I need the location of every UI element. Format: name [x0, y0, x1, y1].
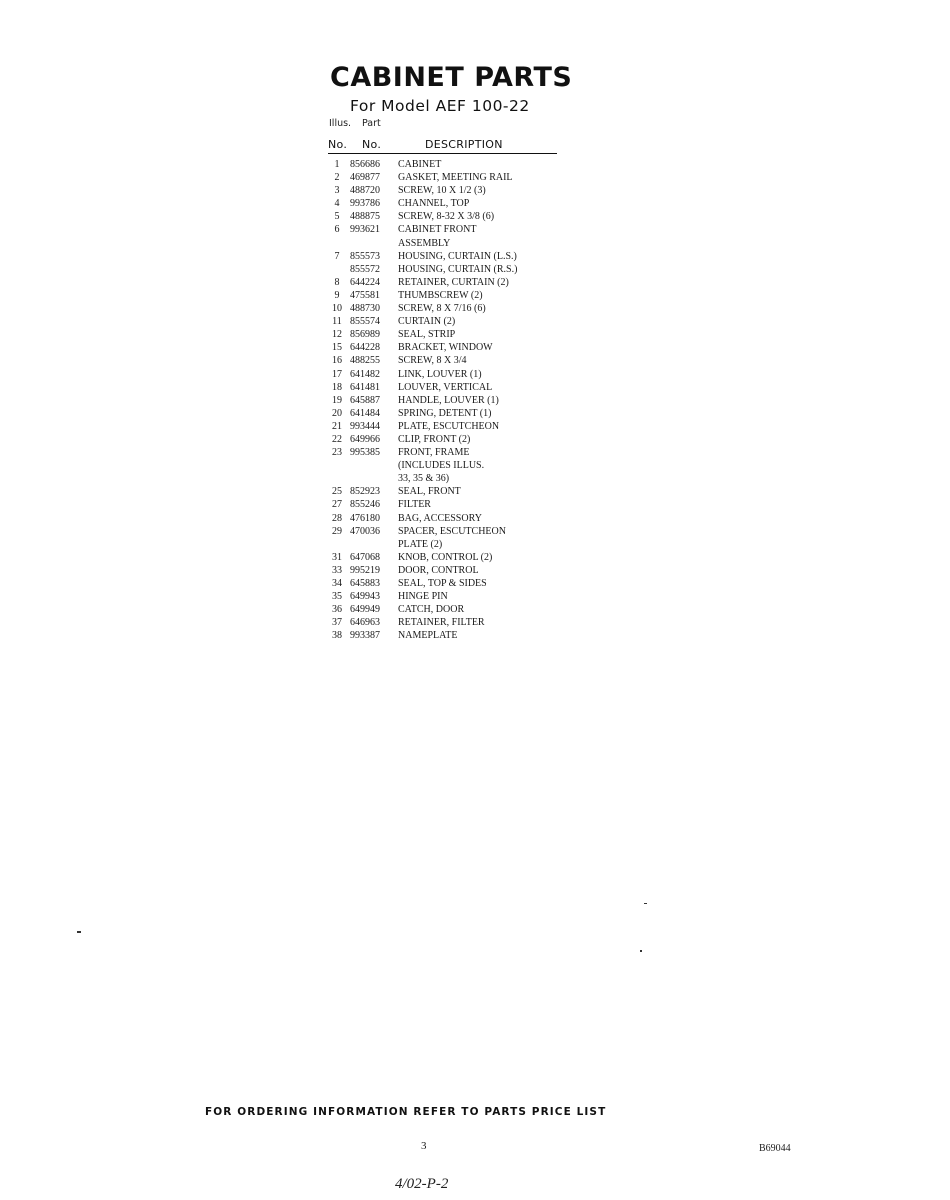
- parts-row: [326, 459, 586, 472]
- part-description: PLATE (2): [398, 538, 443, 550]
- parts-row: [326, 223, 586, 236]
- part-number: 488730: [350, 303, 380, 315]
- model-subtitle: For Model AEF 100-22: [350, 97, 530, 115]
- part-number: 476180: [350, 512, 380, 524]
- part-description: HANDLE, LOUVER (1): [398, 394, 499, 406]
- illus-number: 17: [332, 368, 342, 380]
- parts-row: [326, 472, 586, 485]
- illus-number: 34: [332, 578, 342, 589]
- parts-row: [326, 629, 586, 642]
- part-number: 993786: [350, 198, 380, 210]
- illus-number: 5: [334, 211, 340, 223]
- page-title: CABINET PARTS: [330, 62, 573, 93]
- illus-number: 20: [332, 407, 342, 419]
- illus-number: 15: [332, 342, 342, 354]
- parts-row: [326, 603, 586, 616]
- illus-number: 3: [334, 185, 340, 197]
- illus-number: 7: [334, 250, 340, 262]
- parts-row: [326, 590, 586, 603]
- illus-number: 28: [332, 512, 342, 524]
- illus-number: 18: [332, 381, 342, 393]
- part-number: 856686: [350, 159, 380, 170]
- parts-row: [326, 341, 586, 354]
- part-number: 488875: [350, 211, 380, 223]
- part-description: FILTER: [398, 499, 431, 511]
- illus-number: 38: [332, 630, 342, 642]
- illus-number: 2: [334, 172, 340, 184]
- illus-number: 1: [334, 159, 340, 170]
- parts-row: [326, 512, 586, 525]
- parts-row: [326, 538, 586, 551]
- part-number: 644228: [350, 342, 380, 354]
- parts-row: [326, 315, 586, 328]
- part-description: RETAINER, CURTAIN (2): [398, 276, 509, 288]
- parts-row: [326, 407, 586, 420]
- illus-number: 23: [332, 447, 342, 459]
- illus-number: [326, 472, 348, 485]
- part-number: 649949: [350, 604, 380, 616]
- parts-row: [326, 171, 586, 184]
- illus-number: [326, 459, 348, 472]
- illus-number: 10: [332, 303, 342, 315]
- illus-number: [326, 538, 348, 551]
- part-description: GASKET, MEETING RAIL: [398, 172, 513, 184]
- parts-row: [326, 302, 586, 315]
- document-number: B69044: [759, 1143, 791, 1154]
- part-description: RETAINER, FILTER: [398, 617, 485, 629]
- illus-number: 25: [332, 486, 342, 498]
- parts-list: [326, 158, 586, 642]
- illus-number: [326, 263, 348, 276]
- part-description: BRACKET, WINDOW: [398, 342, 493, 354]
- parts-row: [326, 250, 586, 263]
- part-description: CABINET: [398, 159, 442, 170]
- parts-row: [326, 197, 586, 210]
- part-description: DOOR, CONTROL: [398, 564, 479, 576]
- parts-row: [326, 551, 586, 564]
- illus-number: [326, 237, 348, 250]
- part-number: 644224: [350, 276, 380, 288]
- part-description: 33, 35 & 36): [398, 473, 450, 485]
- part-number: 856989: [350, 329, 380, 341]
- parts-row: [326, 328, 586, 341]
- parts-row: [326, 210, 586, 223]
- part-number: [348, 538, 398, 551]
- illus-number: 33: [332, 564, 342, 576]
- part-number: 645883: [350, 578, 380, 589]
- part-description: SCREW, 10 X 1/2 (3): [398, 185, 486, 197]
- part-number: 993621: [350, 224, 380, 236]
- part-number: 470036: [350, 525, 380, 537]
- part-number: 488255: [350, 355, 380, 367]
- parts-row: [326, 564, 586, 577]
- part-description: CABINET FRONT: [398, 224, 477, 236]
- part-number: 475581: [350, 289, 380, 301]
- parts-row: [326, 525, 586, 538]
- col-header-description: DESCRIPTION: [425, 138, 503, 151]
- illus-number: 16: [332, 355, 342, 367]
- illus-number: 29: [332, 525, 342, 537]
- part-description: FRONT, FRAME: [398, 447, 470, 459]
- part-number: 855573: [350, 250, 380, 262]
- part-number: 649966: [350, 433, 380, 445]
- part-description: KNOB, CONTROL (2): [398, 551, 493, 563]
- part-number: 488720: [350, 185, 380, 197]
- parts-row: [326, 485, 586, 498]
- illus-number: 35: [332, 591, 342, 603]
- illus-number: 31: [332, 551, 342, 563]
- illus-number: 19: [332, 394, 342, 406]
- part-number: 855246: [350, 499, 380, 511]
- part-description: SCREW, 8 X 7/16 (6): [398, 303, 486, 315]
- parts-row: [326, 394, 586, 407]
- part-description: SPACER, ESCUTCHEON: [398, 525, 506, 537]
- illus-number: 9: [334, 289, 340, 301]
- illus-number: 8: [334, 276, 340, 288]
- part-number: 993387: [350, 630, 380, 642]
- part-number: 993444: [350, 420, 380, 432]
- illus-number: 37: [332, 617, 342, 629]
- parts-row: [326, 158, 586, 171]
- part-number: 855574: [350, 316, 380, 328]
- part-description: CHANNEL, TOP: [398, 198, 470, 210]
- part-number: [348, 459, 398, 472]
- illus-label: Illus.: [329, 118, 352, 129]
- parts-row: [326, 498, 586, 511]
- part-description: SEAL, TOP & SIDES: [398, 578, 487, 589]
- parts-row: [326, 237, 586, 250]
- parts-row: [326, 381, 586, 394]
- scan-speck: [640, 950, 642, 952]
- part-description: HINGE PIN: [398, 591, 448, 603]
- part-number: 855572: [350, 263, 380, 275]
- parts-row: [326, 184, 586, 197]
- part-number: 645887: [350, 394, 380, 406]
- part-label: Part: [362, 118, 381, 129]
- part-description: THUMBSCREW (2): [398, 289, 483, 301]
- handwritten-note: 4/02-P-2: [395, 1176, 449, 1192]
- part-number: 469877: [350, 172, 380, 184]
- part-number: 641481: [350, 381, 380, 393]
- scan-speck: [644, 903, 647, 904]
- illus-number: 11: [332, 316, 342, 328]
- illus-number: 21: [332, 420, 342, 432]
- illus-number: 4: [334, 198, 340, 210]
- illus-number: 36: [332, 604, 342, 616]
- illus-number: 27: [332, 499, 342, 511]
- illus-number: 12: [332, 329, 342, 341]
- part-description: BAG, ACCESSORY: [398, 512, 482, 524]
- part-description: SCREW, 8-32 X 3/8 (6): [398, 211, 495, 223]
- part-description: (INCLUDES ILLUS.: [398, 460, 485, 472]
- part-description: SPRING, DETENT (1): [398, 407, 492, 419]
- illus-number: 22: [332, 433, 342, 445]
- part-number: [348, 472, 398, 485]
- part-description: LINK, LOUVER (1): [398, 368, 482, 380]
- col-header-illus-no: No.: [328, 138, 348, 151]
- parts-row: [326, 276, 586, 289]
- parts-row: [326, 263, 586, 276]
- scan-speck: [77, 931, 81, 933]
- part-description: PLATE, ESCUTCHEON: [398, 420, 500, 432]
- part-number: 852923: [350, 486, 380, 498]
- part-description: CATCH, DOOR: [398, 604, 465, 616]
- part-number: 647068: [350, 551, 380, 563]
- header-rule: [328, 153, 557, 154]
- part-number: 995385: [350, 447, 380, 459]
- part-description: SEAL, STRIP: [398, 329, 456, 341]
- parts-row: [326, 420, 586, 433]
- parts-row: [326, 368, 586, 381]
- page-number: 3: [421, 1140, 427, 1152]
- col-header-part-no: No.: [362, 138, 382, 151]
- part-description: HOUSING, CURTAIN (L.S.): [398, 250, 517, 262]
- part-description: ASSEMBLY: [398, 237, 451, 249]
- ordering-note: FOR ORDERING INFORMATION REFER TO PARTS PRICE LIST: [205, 1106, 607, 1118]
- part-description: CURTAIN (2): [398, 316, 456, 328]
- part-description: LOUVER, VERTICAL: [398, 381, 493, 393]
- part-description: CLIP, FRONT (2): [398, 433, 471, 445]
- part-description: SCREW, 8 X 3/4: [398, 355, 467, 367]
- parts-row: [326, 289, 586, 302]
- parts-row: [326, 577, 586, 590]
- part-number: 995219: [350, 564, 380, 576]
- part-number: 649943: [350, 591, 380, 603]
- part-description: SEAL, FRONT: [398, 486, 461, 498]
- part-number: [348, 237, 398, 250]
- part-description: HOUSING, CURTAIN (R.S.): [398, 263, 518, 275]
- part-number: 641484: [350, 407, 380, 419]
- part-description: NAMEPLATE: [398, 630, 458, 642]
- parts-row: [326, 446, 586, 459]
- parts-row: [326, 433, 586, 446]
- parts-row: [326, 354, 586, 367]
- part-number: 646963: [350, 617, 380, 629]
- parts-row: [326, 616, 586, 629]
- illus-number: 6: [334, 224, 340, 236]
- part-number: 641482: [350, 368, 380, 380]
